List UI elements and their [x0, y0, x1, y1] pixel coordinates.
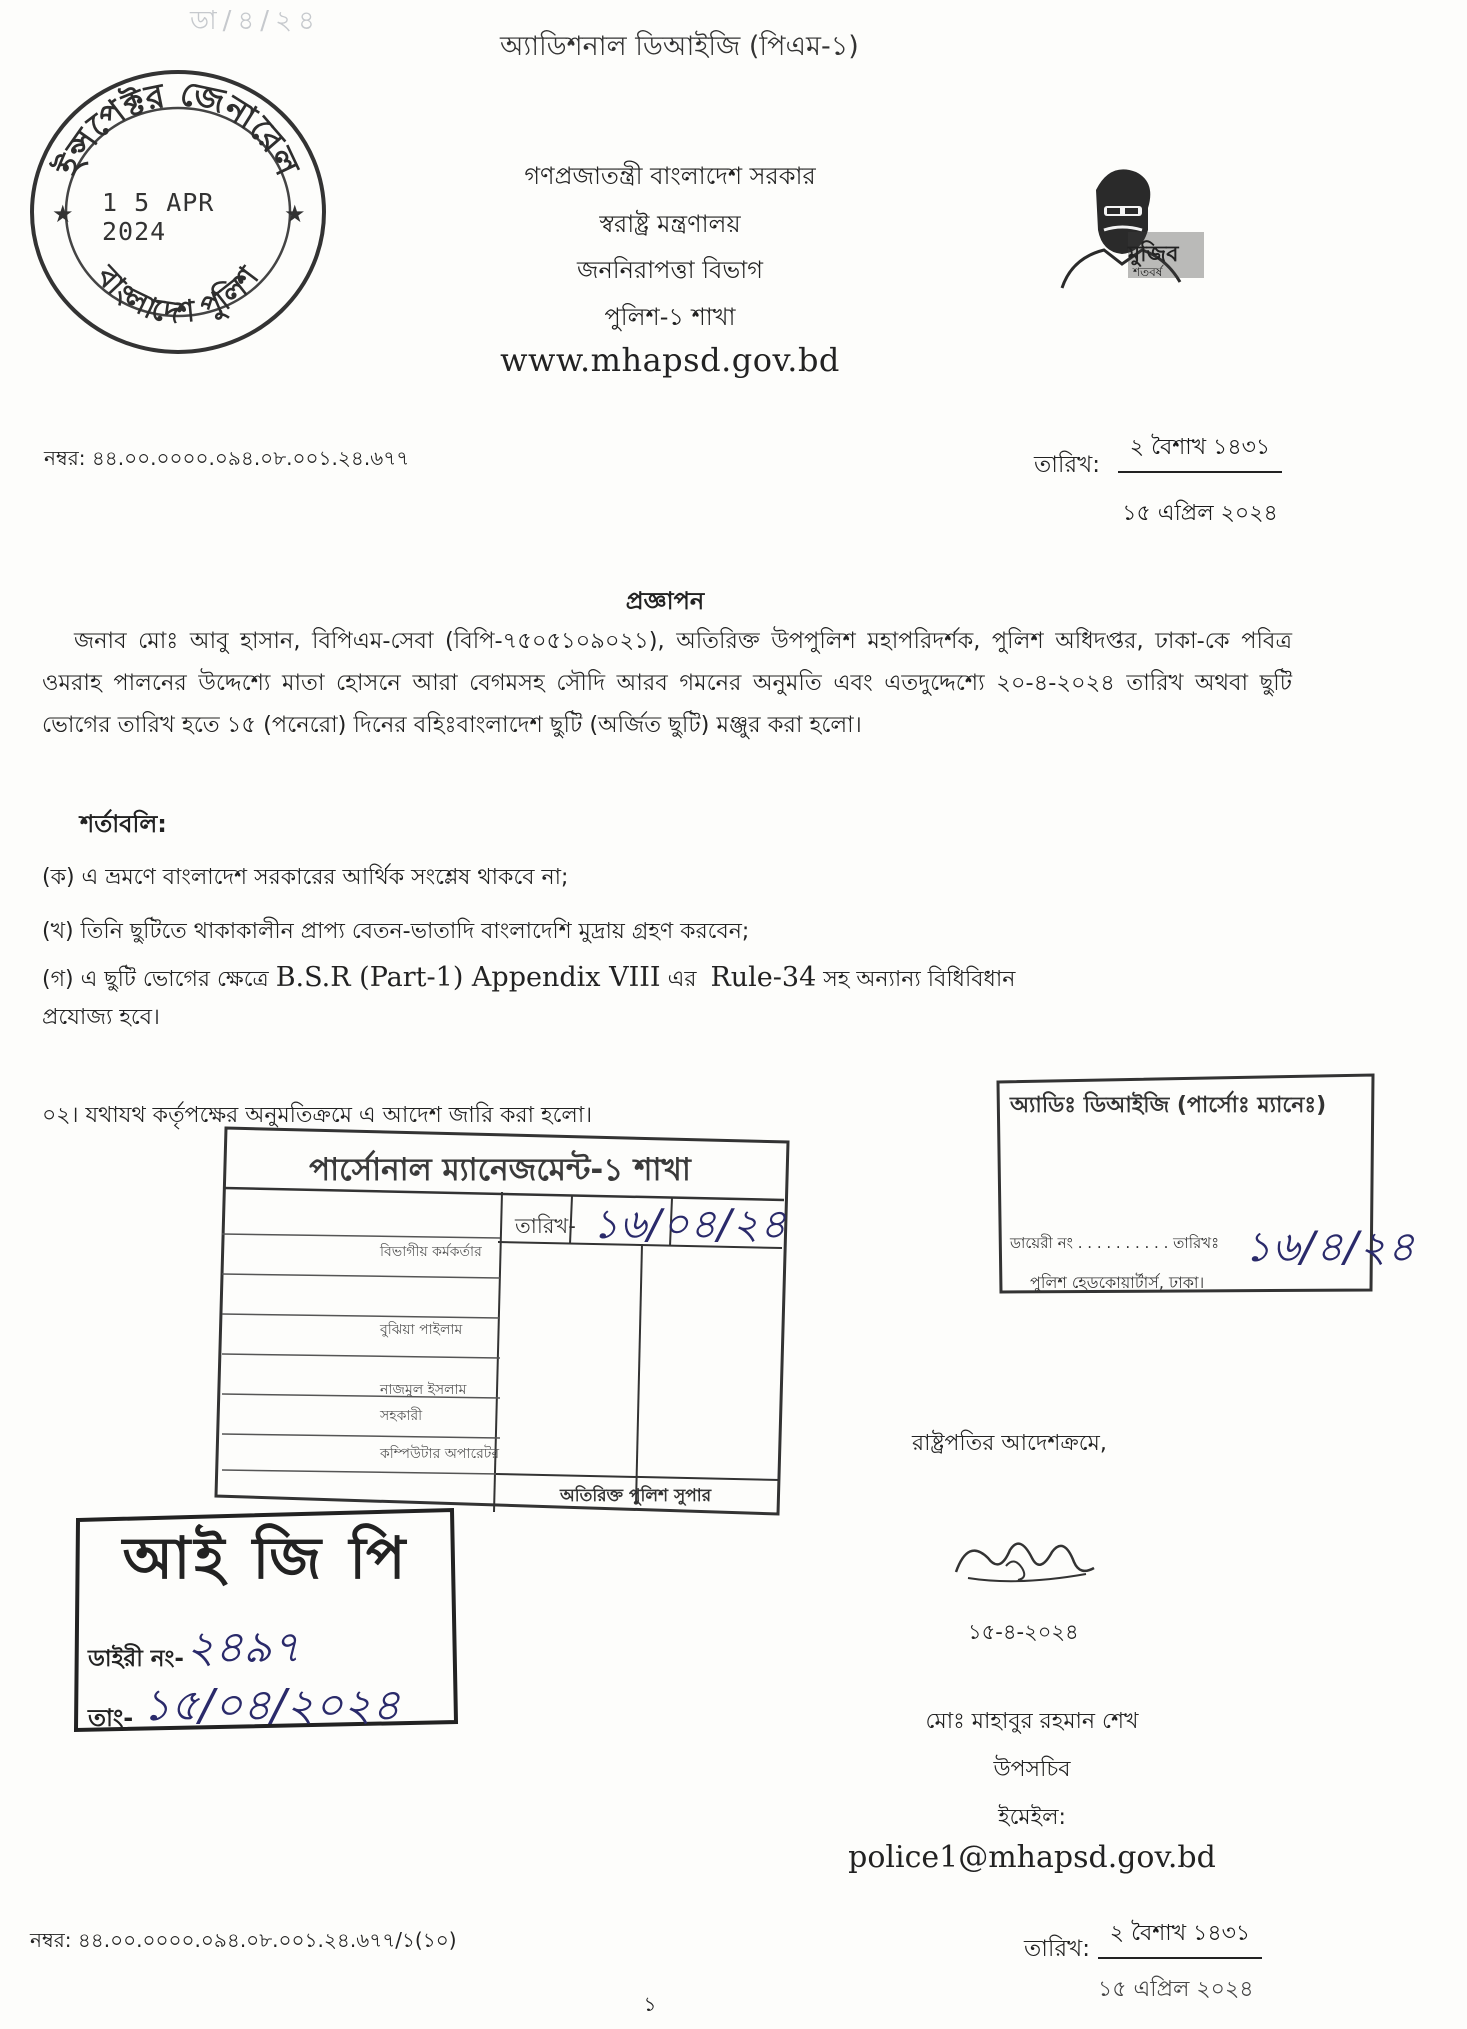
- memo2-date-bangla: ২ বৈশাখ ১৪৩১: [1098, 1916, 1262, 1959]
- star-icon: ★: [52, 200, 74, 228]
- memo-date-label: তারিখ:: [1034, 452, 1101, 478]
- paragraph-2: ০২। যথাযথ কর্তৃপক্ষের অনুমতিক্রমে এ আদেশ জারি করা হলো।: [42, 1103, 593, 1128]
- body-paragraph: জনাব মোঃ আবু হাসান, বিপিএম-সেবা (বিপি-৭৫০৫১০৯০২১), অতিরিক্ত উপপুলিশ মহাপরিদর্শক, পুলিশ অধিদপ্তর, ঢাকা-কে পবিত্র ওমরাহ পালনের উদ্দেশ্যে মাতা হোসনে আরা বেগমসহ সৌদি আরব গমনের অনুমতি এবং এতদুদ্দেশ্যে ২০-৪-২০২৪ তারিখ অথবা ছুটি ভোগের তারিখ হতে ১৫ (পনেরো) দিনের বহিঃবাংলাদেশ ছুটি (অর্জিত ছুটি) মঞ্জুর করা হলো।: [42, 628, 1292, 738]
- page-number: ১: [643, 1992, 657, 2016]
- header-government: গণপ্রজাতন্ত্রী বাংলাদেশ সরকার: [524, 162, 816, 190]
- section-stamp-row: নাজমুল ইসলাম: [380, 1382, 467, 1398]
- seal-bottom-text: বাংলাদেশ পুলিশ: [89, 259, 267, 331]
- memo2-date-english: ১৫ এপ্রিল ২০২৪: [1098, 1977, 1254, 2002]
- rule-reference: Rule-34: [710, 962, 817, 993]
- section-stamp-date: ১৬/০৪/২৪: [592, 1200, 788, 1248]
- section-stamp-date-label: তারিখ-: [515, 1214, 576, 1238]
- section-stamp-officer: অতিরিক্ত পুলিশ সুপার: [560, 1486, 712, 1506]
- header-division: জননিরাপত্তা বিভাগ: [577, 256, 763, 284]
- pm-stamp-row: ডায়েরী নং . . . . . . . . . . তারিখঃ: [1010, 1234, 1220, 1252]
- section-stamp-row: বুঝিয়া পাইলাম: [380, 1322, 463, 1338]
- igp-diary-label: ডাইরী নং-: [88, 1646, 184, 1672]
- star-icon: ★: [284, 200, 306, 228]
- pm-stamp-date: ১৬/৪/২৪: [1244, 1222, 1416, 1271]
- seal-date: 1 5 APR 2024: [102, 188, 215, 246]
- section-stamp-row: সহকারী: [380, 1408, 423, 1424]
- bsr-reference: B.S.R (Part-1) Appendix VIII: [275, 962, 661, 993]
- condition-text: (গ) এ ছুটি ভোগের ক্ষেত্রে: [42, 967, 269, 992]
- signature-date: ১৫-৪-২০২৪: [968, 1620, 1079, 1644]
- section-stamp-row: বিভাগীয় কর্মকর্তার: [380, 1244, 482, 1260]
- section-stamp-row: কম্পিউটার অপারেটর: [380, 1446, 500, 1462]
- condition-item: (ক) এ ভ্রমণে বাংলাদেশ সরকারের আর্থিক সংশ্লেষ থাকবে না;: [42, 865, 569, 890]
- igp-diary-number: ২৪৯৭: [186, 1622, 301, 1673]
- addl-dig-label: অ্যাডিশনাল ডিআইজি (পিএম-১): [500, 31, 859, 62]
- condition-text: এর: [667, 967, 697, 992]
- signer-name: মোঃ মাহাবুর রহমান শেখ: [925, 1709, 1139, 1734]
- header-branch: পুলিশ-১ শাখা: [604, 303, 736, 331]
- igp-date: ১৫/০৪/২০২৪: [142, 1680, 401, 1731]
- mujib-logo-text: মুজিব: [1128, 242, 1179, 267]
- signature: [948, 1528, 1098, 1598]
- section-stamp-title: পার্সোনাল ম্যানেজমেন্ট-১ শাখা: [309, 1152, 691, 1188]
- by-order-text: রাষ্ট্রপতির আদেশক্রমে,: [912, 1431, 1107, 1456]
- memo2-date-label: তারিখ:: [1024, 1936, 1091, 1962]
- memo-date-english: ১৫ এপ্রিল ২০২৪: [1122, 501, 1278, 526]
- seal-top-text: ইন্সপেক্টর জেনারেল: [48, 73, 308, 182]
- top-scribble: ডা/৪/২৪: [190, 6, 321, 36]
- header-ministry: স্বরাষ্ট্র মন্ত্রণালয়: [599, 210, 741, 238]
- mujib-logo-subtext: শতবর্ষ: [1133, 265, 1163, 279]
- pm-stamp-title: অ্যাডিঃ ডিআইজি (পার্সোঃ ম্যানেঃ): [1010, 1093, 1327, 1118]
- memo-number: নম্বর: ৪৪.০০.০০০০.০৯৪.০৮.০০১.২৪.৬৭৭: [44, 446, 410, 470]
- conditions-title: শর্তাবলি:: [80, 810, 167, 838]
- condition-text: সহ অন্যান্য বিধিবিধান: [823, 967, 1016, 992]
- document-title: প্রজ্ঞাপন: [625, 587, 705, 615]
- condition-item: (খ) তিনি ছুটিতে থাকাকালীন প্রাপ্য বেতন-ভাতাদি বাংলাদেশি মুদ্রায় গ্রহণ করবেন;: [42, 919, 750, 944]
- email-label: ইমেইল:: [998, 1805, 1066, 1830]
- header-website: www.mhapsd.gov.bd: [500, 341, 840, 379]
- pm-stamp-office: পুলিশ হেডকোয়ার্টার্স, ঢাকা।: [1030, 1273, 1205, 1292]
- condition-continuation: প্রযোজ্য হবে।: [42, 1005, 160, 1030]
- email-address: police1@mhapsd.gov.bd: [848, 1840, 1216, 1875]
- igp-date-label: তাং-: [88, 1704, 134, 1732]
- signer-designation: উপসচিব: [993, 1757, 1071, 1782]
- igp-stamp-title: আই জি পি: [122, 1524, 410, 1592]
- memo-number-copy: নম্বর: ৪৪.০০.০০০০.০৯৪.০৮.০০১.২৪.৬৭৭/১(১০): [30, 1928, 457, 1952]
- condition-item: [42, 962, 1015, 999]
- memo-date-bangla: ২ বৈশাখ ১৪৩১: [1118, 430, 1282, 473]
